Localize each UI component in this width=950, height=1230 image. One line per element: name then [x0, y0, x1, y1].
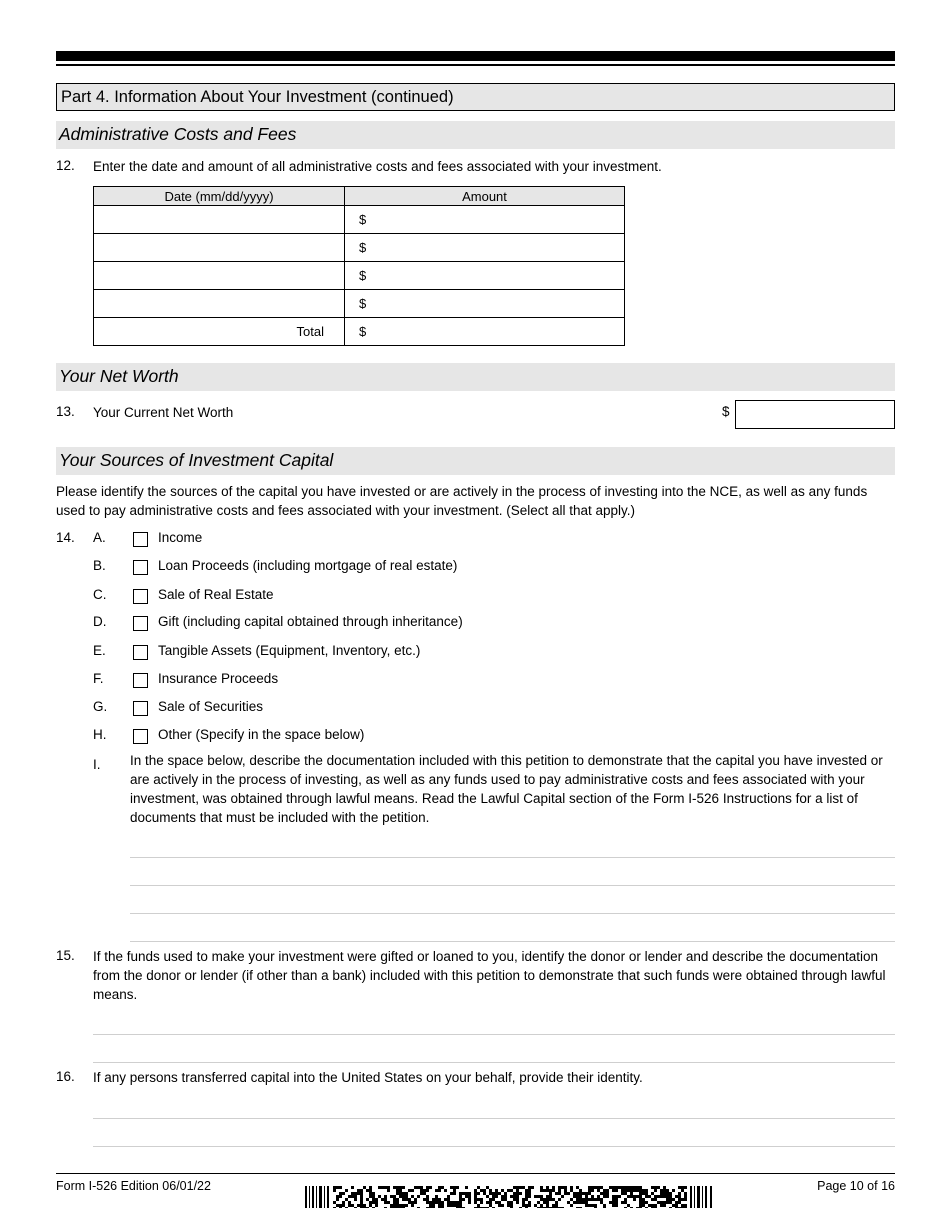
- tangible-assets-checkbox[interactable]: [133, 645, 148, 660]
- date-field-2[interactable]: [94, 234, 345, 262]
- q13-number: 13.: [56, 404, 75, 419]
- answer-line: [93, 1034, 895, 1035]
- part-header: Part 4. Information About Your Investment (continued): [56, 83, 895, 111]
- answer-line: [93, 1062, 895, 1063]
- amount-field-4[interactable]: $: [345, 290, 625, 318]
- item-label: Loan Proceeds (including mortgage of real estate): [158, 558, 458, 573]
- col-date-header: Date (mm/dd/yyyy): [94, 187, 345, 206]
- barcode-icon: [305, 1186, 713, 1208]
- other-checkbox[interactable]: [133, 729, 148, 744]
- gift-checkbox[interactable]: [133, 616, 148, 631]
- item-label: Other (Specify in the space below): [158, 727, 365, 742]
- amount-field-3[interactable]: $: [345, 262, 625, 290]
- col-amount-header: Amount: [345, 187, 625, 206]
- insurance-proceeds-checkbox[interactable]: [133, 673, 148, 688]
- table-row: [94, 234, 625, 262]
- item-label: Insurance Proceeds: [158, 671, 279, 686]
- amount-field-2[interactable]: $: [345, 234, 625, 262]
- item-letter: E.: [93, 643, 106, 658]
- table-row: [94, 206, 625, 234]
- amount-field-1[interactable]: $: [345, 206, 625, 234]
- item-letter: D.: [93, 614, 107, 629]
- item-letter: F.: [93, 671, 104, 686]
- answer-line: [130, 913, 895, 914]
- q13-text: Your Current Net Worth: [93, 405, 234, 420]
- sale-real-estate-checkbox[interactable]: [133, 589, 148, 604]
- footer-rule: [56, 1173, 895, 1174]
- date-field-3[interactable]: [94, 262, 345, 290]
- transferor-identity-answer-area[interactable]: [93, 1105, 895, 1150]
- answer-line: [130, 857, 895, 858]
- q12-number: 12.: [56, 158, 75, 173]
- total-amount-field[interactable]: $: [345, 318, 625, 346]
- answer-line: [93, 1146, 895, 1147]
- item-label: Sale of Securities: [158, 699, 264, 714]
- q16-number: 16.: [56, 1069, 75, 1084]
- item-label: Sale of Real Estate: [158, 587, 274, 602]
- net-worth-field[interactable]: [735, 400, 895, 429]
- sources-intro: Please identify the sources of the capital you have invested or are actively in the process of investing into the NCE, as well as any funds used to pay administrative costs and fees associated with your investment. (Select all that apply.): [56, 484, 868, 518]
- date-field-1[interactable]: [94, 206, 345, 234]
- item-letter: C.: [93, 587, 107, 602]
- answer-line: [130, 941, 895, 942]
- table-row: [94, 262, 625, 290]
- loan-proceeds-checkbox[interactable]: [133, 560, 148, 575]
- item-letter: A.: [93, 530, 106, 545]
- total-row: [94, 318, 625, 346]
- admin-fees-table: [93, 186, 625, 346]
- item-label: Income: [158, 530, 203, 545]
- q15-number: 15.: [56, 948, 75, 963]
- section-sources: Your Sources of Investment Capital: [56, 447, 895, 475]
- date-field-4[interactable]: [94, 290, 345, 318]
- item-i-text: In the space below, describe the documentation included with this petition to demonstrate that the capital you have invested or are actively in the process of investing, as well as any funds used to pay administrative costs and fees associated with your investment, was obtained through lawful means. Read the Lawful Capital section of the Form I-526 Instructions for a list of documents that must be included with the petition.: [130, 753, 883, 825]
- q15-text: If the funds used to make your investment were gifted or loaned to you, identify the donor or lender and describe the documentation from the donor or lender (if other than a bank) included with this petition to demonstrate that such funds were obtained through lawful means.: [93, 949, 886, 1002]
- answer-line: [93, 1118, 895, 1119]
- sale-securities-checkbox[interactable]: [133, 701, 148, 716]
- q14-number: 14.: [56, 530, 75, 545]
- donor-lender-answer-area[interactable]: [93, 1020, 895, 1065]
- fees-table-header: [94, 187, 625, 206]
- net-worth-currency: $: [722, 404, 730, 419]
- form-edition: Form I-526 Edition 06/01/22: [56, 1179, 211, 1193]
- total-label: Total: [94, 318, 345, 346]
- item-label: Gift (including capital obtained through inheritance): [158, 614, 463, 629]
- section-net-worth: Your Net Worth: [56, 363, 895, 391]
- item-letter: H.: [93, 727, 107, 742]
- page-number: Page 10 of 16: [817, 1179, 895, 1193]
- table-row: [94, 290, 625, 318]
- item-label: Tangible Assets (Equipment, Inventory, etc.): [158, 643, 421, 658]
- item-letter: B.: [93, 558, 106, 573]
- section-admin-costs: Administrative Costs and Fees: [56, 121, 895, 149]
- lawful-means-answer-area[interactable]: [130, 845, 895, 945]
- income-checkbox[interactable]: [133, 532, 148, 547]
- answer-line: [130, 885, 895, 886]
- item-letter: G.: [93, 699, 108, 714]
- top-rule-thin: [56, 64, 895, 66]
- q16-text: If any persons transferred capital into the United States on your behalf, provide their identity.: [93, 1070, 643, 1085]
- top-rule-thick: [56, 51, 895, 61]
- item-i-letter: I.: [93, 757, 101, 772]
- q12-text: Enter the date and amount of all administrative costs and fees associated with your investment.: [93, 159, 662, 174]
